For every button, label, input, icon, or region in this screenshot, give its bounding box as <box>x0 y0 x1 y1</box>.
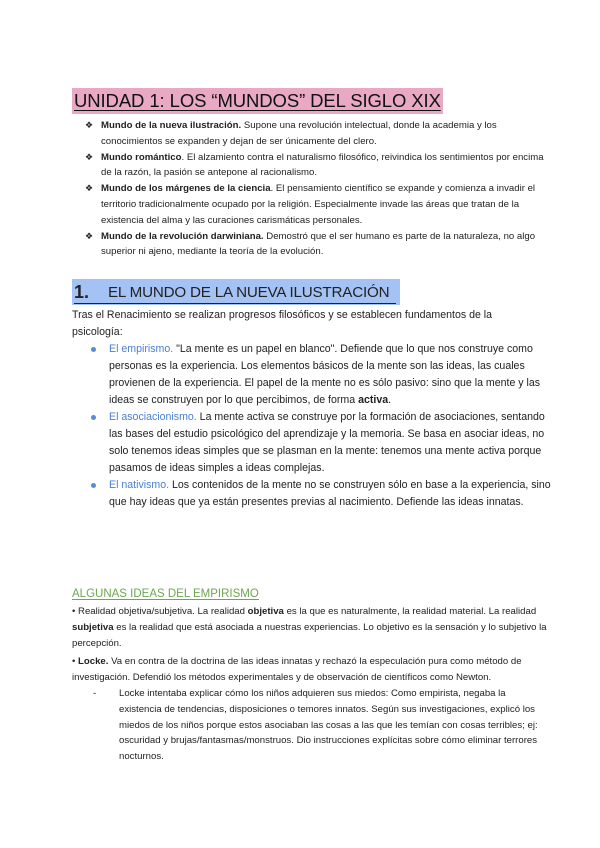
list-item <box>93 686 548 765</box>
list-item: ❖ Mundo romántico. El alzamiento contra el naturalismo filosófico, reivindica los sentimientos por encima de la razón, la pasión se antepone al racionalismo. <box>85 151 544 179</box>
item-text: El pensamiento científico se expande y comienza a invadir el territorio tradicionalmente ocupado por la religión. Especialmente invade las áreas que tratan de la existencia del alma y las curaciones carismáticas personales. <box>101 183 536 226</box>
section-number: 1. <box>74 282 90 302</box>
item-term: Mundo de la nueva ilustración <box>101 120 239 131</box>
bullet-dot-icon <box>91 415 96 420</box>
list-item <box>91 409 561 477</box>
item-text: Va en contra de la doctrina de las ideas innatas y rechazó la especulación pura como método de investigación. Defendió los métodos experimentales y de observación de científicos como Newton. <box>72 656 522 683</box>
list-item: El empirismo. "La mente es un papel en blanco". Defiende que lo que nos construye como personas es la experiencia. Los elementos básicos de la mente son las ideas, las cuales provienen de la experiencia. El papel de la mente no es sólo pasivo: sino que la mente y las ideas se construyen por lo que percibimos, de forma activa. <box>91 341 561 409</box>
bullet-dot-icon <box>91 483 96 488</box>
section-intro: Tras el Renacimiento se realizan progresos filosóficos y se establecen fundamentos de la psicología: <box>72 309 493 338</box>
list-item: ❖ Mundo de la nueva ilustración. Supone una revolución intelectual, donde la academia y los conocimientos se expanden y dejan de ser únicamente del clero. <box>85 120 497 147</box>
paragraph-realidad: • Realidad objetiva/subjetiva. La realidad objetiva es la que es naturalmente, la realidad material. La realidad subjetiva es la realidad que está asociada a nuestras experiencias. Lo objetivo es la sensación y lo subjetivo la percepción. <box>72 606 547 649</box>
item-text: La mente activa se construye por la formación de asociaciones, sentando las bases del estudio psicológico del aprendizaje y la memoria. Se basa en asociar ideas, no solo tenemos ideas simples que se plasman en la mente: tenemos una mente activa porque pasamos de ideas simples a ideas complejas. <box>109 411 545 474</box>
item-term: Mundo de los márgenes de la ciencia <box>101 183 271 195</box>
bullet-dot-icon <box>91 347 96 352</box>
diamond-bullet-icon: ❖ <box>85 183 94 194</box>
item-text: Locke intentaba explicar cómo los niños adquieren sus miedos: Como empirista, negaba la existencia de tendencias, disposiciones o temores innatos. Según sus investigaciones, explicó los miedos de los niños porque estos asociaban las cosas a las que les temían con cosas terribles; ej: oscuridad y brujas/fantasmas/monstruos. Dio instrucciones explícitas sobre cómo eliminar terrores nocturnos. <box>119 688 538 763</box>
item-text: Los contenidos de la mente no se construyen sólo en base a la experiencia, sino que hay ideas que ya están presentes previas al nacimiento. Defiende las ideas innatas. <box>109 479 551 508</box>
item-text: El alzamiento contra el naturalismo filosófico, reivindica los sentimientos por encima de la razón, la pasión se antepone al racionalismo. <box>101 151 544 179</box>
item-term: El asociacionismo. <box>109 411 197 423</box>
item-term: Mundo romántico <box>101 151 182 163</box>
item-term: El empirismo. <box>109 343 174 355</box>
section-title: EL MUNDO DE LA NUEVA ILUSTRACIÓN <box>108 284 390 301</box>
diamond-bullet-icon: ❖ <box>85 151 94 162</box>
item-term: El nativismo. <box>109 479 170 491</box>
bullet-icon: • <box>72 606 76 617</box>
list-item: ❖ Mundo de los márgenes de la ciencia. El pensamiento científico se expande y comienza a invadir el territorio tradicionalmente ocupado por la religión. Especialmente invade las áreas que tratan de la existencia del alma y las curaciones carismáticas personales. <box>85 183 536 226</box>
heading-underline <box>74 303 396 304</box>
diamond-bullet-icon: ❖ <box>85 120 94 130</box>
item-term: Mundo de la revolución darwiniana <box>101 230 261 242</box>
list-item <box>91 477 561 511</box>
subsection-heading: ALGUNAS IDEAS DEL EMPIRISMO <box>72 588 259 600</box>
ilustracion-list <box>91 341 561 511</box>
mundos-list <box>85 118 555 260</box>
item-text: Supone una revolución intelectual, donde la academia y los conocimientos se expanden y dejan de ser únicamente del clero. <box>101 120 497 147</box>
section-heading <box>72 279 400 305</box>
locke-sublist <box>93 686 548 765</box>
dash-bullet-icon: - <box>93 688 97 699</box>
list-item: ❖ Mundo de la revolución darwiniana. Demostró que el ser humano es parte de la naturaleza, no algo superior ni ajeno, mediante la teoría de la evolución. <box>85 230 536 258</box>
bullet-icon: • <box>72 656 76 667</box>
item-text: Demostró que el ser humano es parte de la naturaleza, no algo superior ni ajeno, mediante la teoría de la evolución. <box>101 230 536 258</box>
diamond-bullet-icon: ❖ <box>85 230 94 241</box>
item-term: Locke. <box>75 656 109 667</box>
page-title: UNIDAD 1: LOS “MUNDOS” DEL SIGLO XIX <box>72 88 443 114</box>
paragraph-locke <box>72 654 556 686</box>
item-text: "La mente es un papel en blanco". Defiende que lo que nos construye como personas es la experiencia. Los elementos básicos de la mente son las ideas, las cuales provienen de la experiencia. El papel de la mente no es sólo pasivo: sino que la mente y las ideas se construyen por lo que percibimos, de forma <box>109 343 541 406</box>
item-bold: activa <box>358 394 389 406</box>
